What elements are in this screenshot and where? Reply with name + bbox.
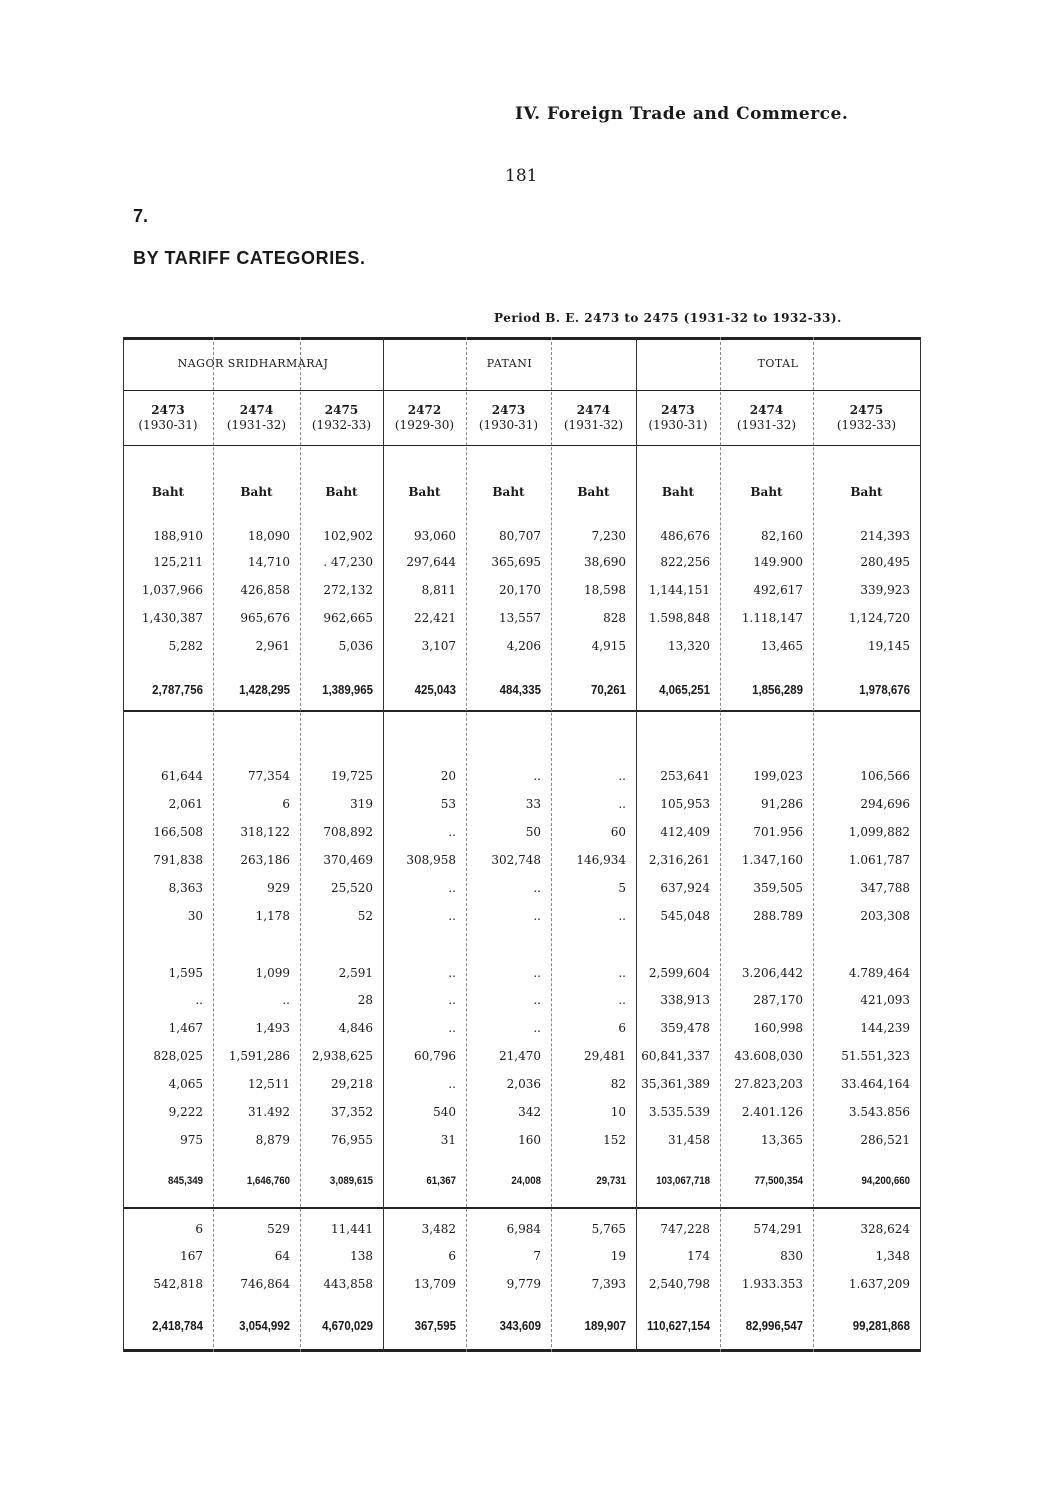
data-cell: .. [533,993,541,1007]
data-cell: 828,025 [153,1049,203,1063]
data-cell: 3.535.539 [648,1105,710,1119]
column-year: 2475 [324,403,359,417]
data-cell: 637,924 [660,881,710,895]
data-cell: 1,467 [168,1021,203,1035]
data-cell: 19,725 [331,769,373,783]
data-cell: 12,511 [248,1077,290,1091]
data-cell: 38,690 [584,555,626,569]
data-cell: .. [195,993,203,1007]
data-cell: 76,955 [331,1133,373,1147]
data-cell: 828 [603,611,626,625]
column-year: 2474 [749,403,784,417]
total-cell: 77,500,354 [754,1175,803,1187]
data-cell: 19,145 [868,639,910,653]
data-cell: 149.900 [753,555,803,569]
data-cell: 19 [610,1249,626,1263]
data-cell: 7,230 [591,529,626,543]
data-cell: 2,591 [338,966,373,980]
data-cell: 7 [533,1249,541,1263]
total-cell: 484,335 [499,682,541,697]
data-cell: 22,421 [414,611,456,625]
column-year: 2474 [239,403,274,417]
data-cell: 144,239 [860,1021,910,1035]
unit-label: Baht [492,485,525,499]
column-year: 2474 [576,403,611,417]
trade-table [123,337,920,1352]
data-cell: 2.401.126 [741,1105,803,1119]
data-cell: 50 [525,825,541,839]
total-cell: 24,008 [511,1175,541,1187]
grand-total-cell: 110,627,154 [647,1318,710,1333]
data-cell: 3.206,442 [741,966,803,980]
data-cell: .. [448,881,456,895]
grand-total-cell: 343,609 [499,1318,541,1333]
section-title: IV. Foreign Trade and Commerce. [515,104,849,124]
column-period: (1931-32) [563,418,624,432]
data-cell: 30 [187,909,203,923]
data-cell: 8,363 [168,881,203,895]
data-cell: 1,591,286 [228,1049,290,1063]
total-cell: 4,065,251 [659,682,710,697]
data-cell: 338,913 [660,993,710,1007]
column-period: (1930-31) [648,418,708,432]
data-cell: .. [618,769,626,783]
table-top-rule [123,337,920,340]
data-cell: .. [618,993,626,1007]
data-cell: 6 [195,1222,203,1236]
data-cell: .. [533,1021,541,1035]
data-cell: 27.823,203 [734,1077,803,1091]
data-cell: 43.608,030 [734,1049,803,1063]
table-title: BY TARIFF CATEGORIES. [133,248,366,268]
column-year: 2475 [849,403,884,417]
data-cell: .. [533,909,541,923]
data-cell: 359,478 [660,1021,710,1035]
data-cell: 21,470 [499,1049,541,1063]
period-caption: Period B. E. 2473 to 2475 (1931-32 to 1932-33). [494,311,842,325]
column-year: 2473 [661,403,695,417]
data-cell: 105,953 [660,797,710,811]
data-cell: 1,348 [875,1249,910,1263]
page-number: 181 [505,166,538,186]
data-cell: 1,099,882 [848,825,910,839]
total-cell: 845,349 [168,1175,203,1187]
grand-total-cell: 367,595 [414,1318,456,1333]
data-cell: .. [448,966,456,980]
data-cell: 10 [610,1105,626,1119]
unit-label: Baht [750,485,783,499]
data-cell: 302,748 [491,853,541,867]
unit-label: Baht [151,485,185,499]
data-cell: 342 [518,1105,541,1119]
data-cell: .. [618,966,626,980]
data-cell: 152 [603,1133,626,1147]
grand-total-cell: 2,418,784 [152,1318,203,1333]
data-cell: 28 [357,993,373,1007]
data-cell: .. [533,966,541,980]
data-cell: 1,178 [255,909,290,923]
data-cell: 20 [440,769,456,783]
data-cell: 80,707 [499,529,541,543]
grand-total-cell: 82,996,547 [745,1318,803,1333]
data-cell: 82 [610,1077,626,1091]
data-cell: 545,048 [660,909,710,923]
grand-total-cell: 3,054,992 [239,1318,290,1333]
data-cell: .. [448,993,456,1007]
data-cell: 5 [618,881,626,895]
column-period: (1931-32) [736,418,797,432]
data-cell: 747,228 [660,1222,710,1236]
total-cell: 94,200,660 [861,1175,910,1187]
unit-label: Baht [577,485,610,499]
data-cell: 167 [180,1249,203,1263]
data-cell: 280,495 [860,555,910,569]
data-cell: 308,958 [406,853,456,867]
data-cell: 297,644 [406,555,456,569]
column-period: (1930-31) [478,418,539,432]
data-cell: 830 [780,1249,803,1263]
data-cell: 701.956 [753,825,803,839]
data-cell: 60,841,337 [641,1049,710,1063]
table-number: 7. [133,206,149,226]
data-cell: .. [533,769,541,783]
grand-total-cell: 4,670,029 [322,1318,373,1333]
section-total-rule [123,1207,920,1209]
data-cell: 1.061,787 [848,853,910,867]
data-cell: 365,695 [491,555,541,569]
total-cell: 1,978,676 [859,682,910,697]
grand-total-cell: 99,281,868 [852,1318,910,1333]
column-header-rule [123,445,920,446]
data-cell: 25,520 [331,881,373,895]
data-cell: 77,354 [248,769,290,783]
group-header: PATANI [486,357,533,370]
data-cell: 61,644 [161,769,203,783]
data-cell: 791,838 [153,853,203,867]
data-cell: 199,023 [753,769,803,783]
data-cell: 4.789,464 [848,966,910,980]
data-cell: 294,696 [860,797,910,811]
table-bottom-rule [123,1349,920,1352]
data-cell: 263,186 [240,853,290,867]
data-cell: 29,481 [584,1049,626,1063]
group-header: NAGOR SRIDHARMARAJ [177,357,329,370]
data-cell: 160 [518,1133,541,1147]
data-cell: .. [618,909,626,923]
total-cell: 29,731 [596,1175,626,1187]
data-cell: 3,482 [421,1222,456,1236]
data-cell: 138 [350,1249,373,1263]
data-cell: 1,595 [168,966,203,980]
column-period: (1931-32) [226,418,287,432]
data-cell: .. [448,1077,456,1091]
data-cell: 18,090 [248,529,290,543]
data-cell: 253,641 [660,769,710,783]
data-cell: 339,923 [860,583,910,597]
data-cell: 13,320 [668,639,710,653]
data-cell: 37,352 [331,1105,373,1119]
data-cell: 13,557 [499,611,541,625]
data-cell: 4,846 [338,1021,373,1035]
data-cell: 125,211 [153,555,203,569]
data-cell: 1,144,151 [648,583,710,597]
data-cell: 1,037,966 [141,583,203,597]
data-cell: 9,779 [506,1277,541,1291]
data-cell: 9,222 [168,1105,203,1119]
total-cell: 1,646,760 [246,1175,290,1187]
unit-label: Baht [661,485,695,499]
data-cell: 1,493 [255,1021,290,1035]
total-cell: 61,367 [426,1175,456,1187]
data-cell: 708,892 [323,825,373,839]
data-cell: 3.543.856 [848,1105,910,1119]
data-cell: 486,676 [660,529,710,543]
data-cell: 2,938,625 [311,1049,373,1063]
grand-total-cell: 189,907 [584,1318,626,1333]
total-cell: 70,261 [591,682,626,697]
data-cell: 91,286 [761,797,803,811]
data-cell: 8,879 [255,1133,290,1147]
data-cell: 20,170 [499,583,541,597]
total-cell: 1,389,965 [322,682,373,697]
data-cell: 5,036 [338,639,373,653]
data-cell: 421,093 [860,993,910,1007]
data-cell: 370,469 [323,853,373,867]
data-cell: 35,361,389 [641,1077,710,1091]
data-cell: .. [448,909,456,923]
data-cell: 412,409 [660,825,710,839]
data-cell: 2,036 [506,1077,541,1091]
data-cell: 822,256 [660,555,710,569]
data-cell: 160,998 [753,1021,803,1035]
group-header: TOTAL [757,357,799,370]
data-cell: 18,598 [584,583,626,597]
data-cell: 106,566 [860,769,910,783]
data-cell: 13,709 [414,1277,456,1291]
unit-label: Baht [408,485,441,499]
column-period: (1932-33) [836,418,897,432]
data-cell: 529 [267,1222,290,1236]
unit-label: Baht [240,485,273,499]
data-cell: 929 [267,881,290,895]
data-cell: 746,864 [240,1277,290,1291]
data-cell: 31,458 [668,1133,710,1147]
data-cell: .. [448,1021,456,1035]
data-cell: 2,961 [255,639,290,653]
data-cell: .. [448,825,456,839]
data-cell: 214,393 [860,529,910,543]
table-right-border [920,337,921,1352]
data-cell: 287,170 [753,993,803,1007]
data-cell: 60 [610,825,626,839]
column-period: (1932-33) [311,418,372,432]
data-cell: 1.118,147 [741,611,803,625]
data-cell: .. [282,993,290,1007]
column-year: 2473 [151,403,185,417]
data-cell: 3,107 [421,639,456,653]
data-cell: 1,124,720 [848,611,910,625]
data-cell: 29,218 [331,1077,373,1091]
unit-label: Baht [850,485,883,499]
data-cell: 492,617 [753,583,803,597]
data-cell: 33.464,164 [841,1077,910,1091]
data-cell: 60,796 [414,1049,456,1063]
total-cell: 103,067,718 [656,1175,710,1187]
data-cell: 2,061 [168,797,203,811]
data-cell: 319 [350,797,373,811]
column-period: (1930-31) [138,418,198,432]
data-cell: 52 [357,909,373,923]
data-cell: 4,065 [168,1077,203,1091]
data-cell: 975 [180,1133,203,1147]
data-cell: 1.933.353 [741,1277,803,1291]
group-header-rule [123,390,920,391]
data-cell: 1.347,160 [741,853,803,867]
data-cell: 6,984 [506,1222,541,1236]
data-cell: 64 [274,1249,290,1263]
data-cell: . 47,230 [323,555,373,569]
data-cell: 426,858 [240,583,290,597]
data-cell: 2,540,798 [648,1277,710,1291]
total-cell: 1,428,295 [239,682,290,697]
data-cell: 962,665 [323,611,373,625]
data-cell: 11,441 [331,1222,373,1236]
total-cell: 2,787,756 [152,682,203,697]
data-cell: 166,508 [153,825,203,839]
data-cell: 53 [440,797,456,811]
data-cell: 1,099 [255,966,290,980]
data-cell: 272,132 [323,583,373,597]
data-cell: 174 [687,1249,710,1263]
data-cell: 574,291 [753,1222,803,1236]
data-cell: 93,060 [414,529,456,543]
data-cell: 6 [618,1021,626,1035]
data-cell: 5,765 [591,1222,626,1236]
data-cell: 188,910 [153,529,203,543]
data-cell: 318,122 [240,825,290,839]
data-cell: 8,811 [421,583,456,597]
data-cell: 31 [440,1133,456,1147]
data-cell: 146,934 [576,853,626,867]
data-cell: 965,676 [240,611,290,625]
data-cell: 13,365 [761,1133,803,1147]
data-cell: 5,282 [168,639,203,653]
data-cell: 7,393 [591,1277,626,1291]
data-cell: .. [618,797,626,811]
data-cell: 443,858 [323,1277,373,1291]
data-cell: 2,316,261 [648,853,710,867]
data-cell: 31.492 [248,1105,290,1119]
total-cell: 3,089,615 [329,1175,373,1187]
data-cell: 203,308 [860,909,910,923]
data-cell: 288.789 [753,909,803,923]
data-cell: 1.598,848 [648,611,710,625]
data-cell: 540 [433,1105,456,1119]
section-total-rule [123,710,920,712]
data-cell: 542,818 [153,1277,203,1291]
data-cell: 14,710 [248,555,290,569]
data-cell: 2,599,604 [648,966,710,980]
data-cell: 6 [448,1249,456,1263]
data-cell: 51.551,323 [841,1049,910,1063]
data-cell: 6 [282,797,290,811]
data-cell: .. [533,881,541,895]
data-cell: 286,521 [860,1133,910,1147]
column-year: 2472 [407,403,442,417]
data-cell: 1,430,387 [141,611,203,625]
total-cell: 1,856,289 [752,682,803,697]
data-cell: 102,902 [323,529,373,543]
data-cell: 347,788 [860,881,910,895]
column-period: (1929-30) [394,418,455,432]
unit-label: Baht [325,485,358,499]
data-cell: 328,624 [860,1222,910,1236]
total-cell: 425,043 [414,682,456,697]
data-cell: 82,160 [761,529,803,543]
data-cell: 4,206 [506,639,541,653]
data-cell: 13,465 [761,639,803,653]
data-cell: 33 [525,797,541,811]
data-cell: 359,505 [753,881,803,895]
column-year: 2473 [491,403,526,417]
data-cell: 4,915 [591,639,626,653]
data-cell: 1.637,209 [848,1277,910,1291]
